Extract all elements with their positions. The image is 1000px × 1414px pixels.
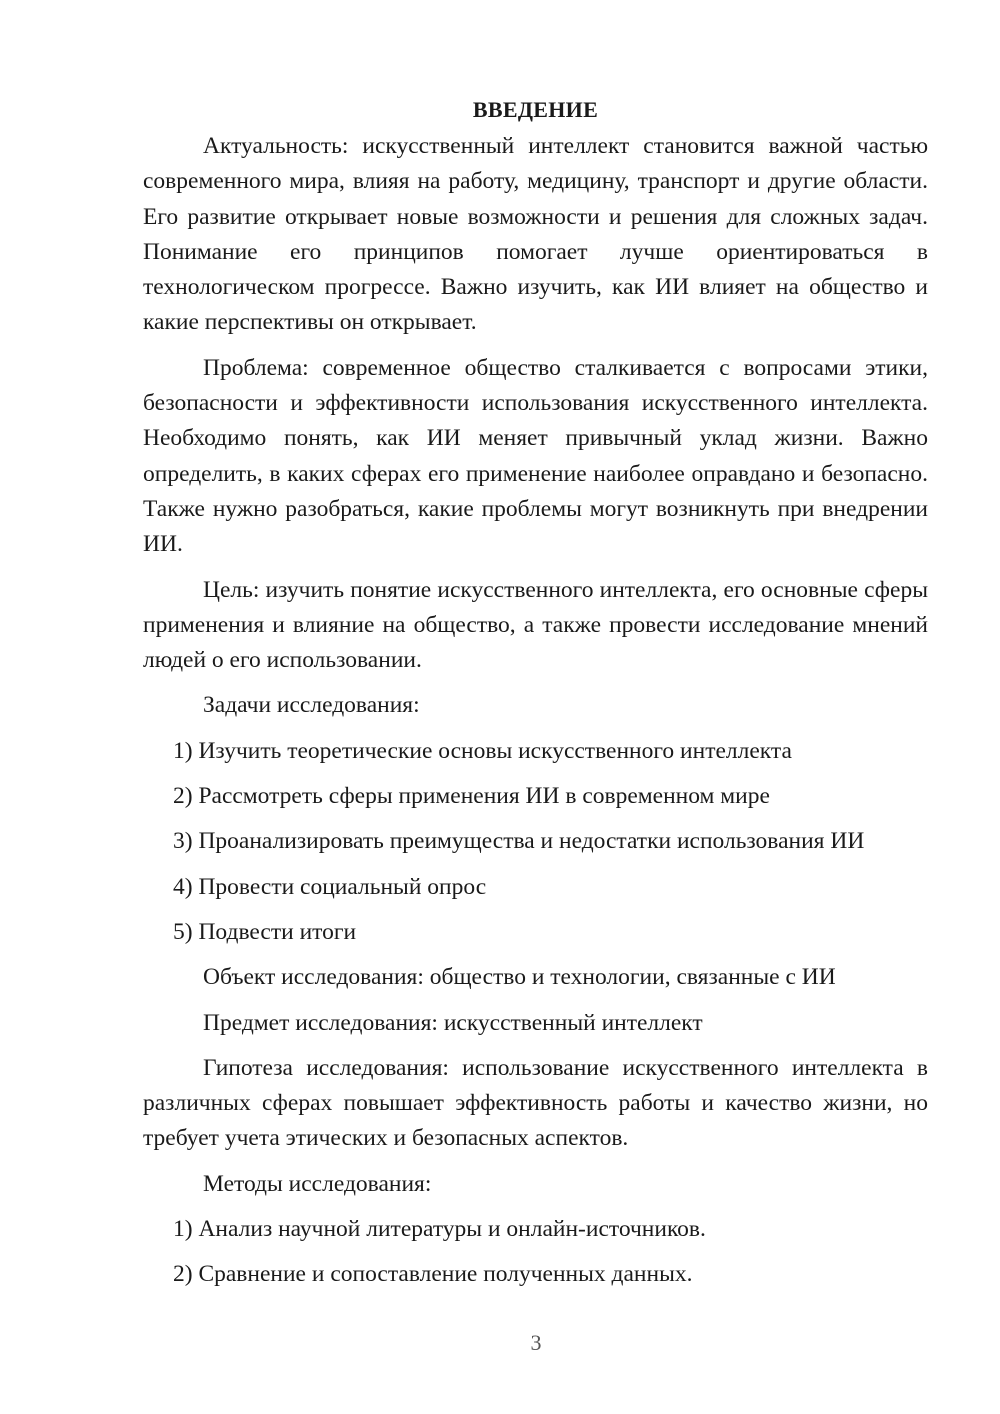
task-item: 3) Проанализировать преимущества и недостатки использования ИИ [173,828,865,855]
paragraph-hypothesis: Гипотеза исследования: использование искусственного интеллекта в различных сферах повышает эффективность работы и качество жизни, но требует учета этических и безопасных аспектов. [143,1054,928,1152]
section-title: ВВЕДЕНИЕ [472,97,599,122]
method-item: 1) Анализ научной литературы и онлайн-источников. [173,1216,706,1243]
paragraph-goal: Цель: изучить понятие искусственного интеллекта, его основные сферы применения и влияние на общество, а также провести исследование мнений людей о его использовании. [143,576,928,674]
task-item: 2) Рассмотреть сферы применения ИИ в современном мире [173,783,770,810]
page-number: 3 [530,1330,542,1355]
document-page [143,92,928,1303]
paragraph-problem: Проблема: современное общество сталкивается с вопросами этики, безопасности и эффективности использования искусственного интеллекта. Необходимо понять, как ИИ меняет привычный уклад жизни. Важно определить, в каких сферах его применение наиболее оправдано и безопасно. Также нужно разобраться, какие проблемы могут возникнуть при внедрении ИИ. [143,354,928,558]
paragraph-subject: Предмет исследования: искусственный интеллект [203,1009,703,1036]
tasks-list [143,734,928,950]
methods-heading: Методы исследования: [203,1170,432,1197]
paragraph-relevance: Актуальность: искусственный интеллект становится важной частью современного мира, влияя на работу, медицину, транспорт и другие области. Его развитие открывает новые возможности и решения для сложных задач. Понимание его принципов помогает лучше ориентироваться в технологическом прогрессе. Важно изучить, как ИИ влияет на общество и какие перспективы он открывает. [143,133,928,336]
paragraph-object: Объект исследования: общество и технологии, связанные с ИИ [203,964,836,991]
task-item: 5) Подвести итоги [173,918,357,945]
method-item: 2) Сравнение и сопоставление полученных данных. [173,1261,693,1288]
task-item: 1) Изучить теоретические основы искусственного интеллекта [173,737,792,764]
tasks-heading: Задачи исследования: [203,692,420,719]
task-item: 4) Провести социальный опрос [173,873,487,900]
methods-list [143,1212,928,1293]
